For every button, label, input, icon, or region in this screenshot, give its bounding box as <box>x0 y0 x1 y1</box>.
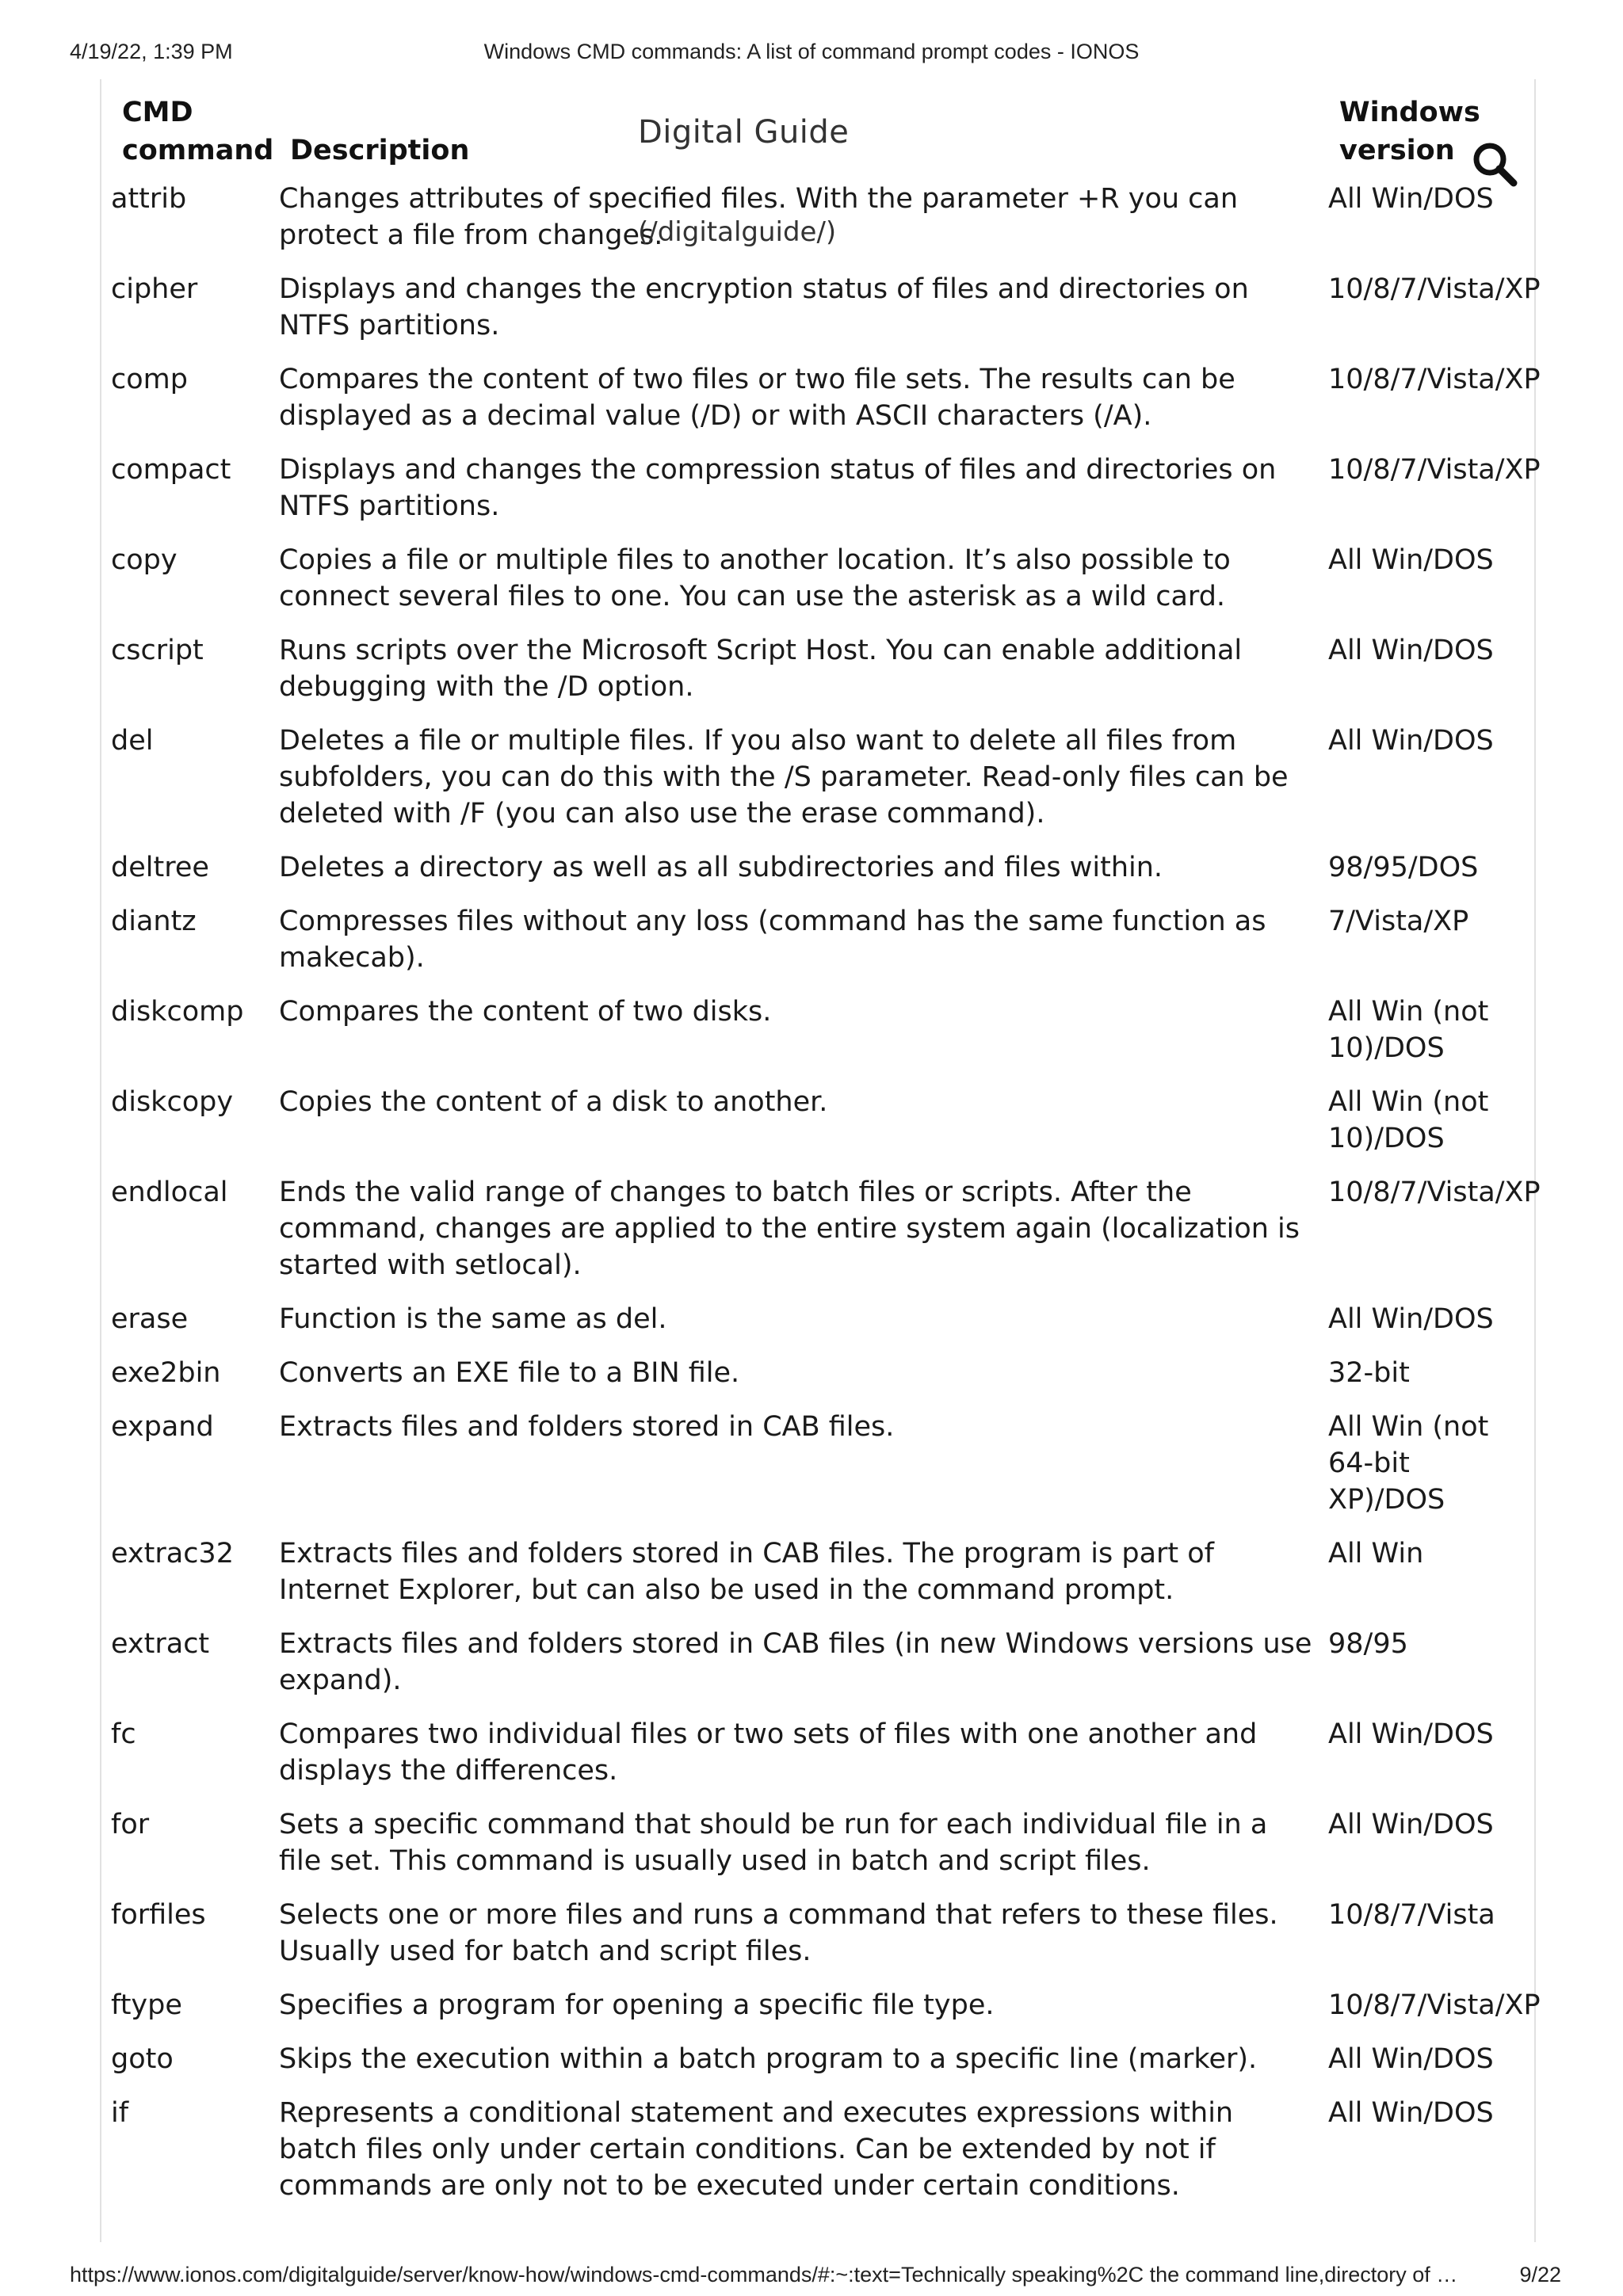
description-cell: Extracts files and folders stored in CAB files. The program is part of Internet Explorer, but can also be used in the command prompt. <box>279 1538 1214 1606</box>
version-cell: 98/95/DOS <box>1328 852 1479 883</box>
description-cell: Deletes a file or multiple files. If you also want to delete all files from subfolders, you can do this with the /S parameter. Read-only files can be deleted with /F (you can also use the erase command). <box>279 725 1289 830</box>
header-description: Description <box>290 135 470 166</box>
version-cell: All Win/DOS <box>1328 1718 1494 1750</box>
version-cell: All Win (not 64-bit XP)/DOS <box>1328 1411 1489 1516</box>
table-row <box>101 1409 1533 1535</box>
commands-table <box>101 93 1541 2222</box>
version-cell: All Win/DOS <box>1328 544 1494 576</box>
command-cell: del <box>111 725 154 757</box>
description-cell: Specifies a program for opening a specific file type. <box>279 1989 995 2021</box>
table-row <box>101 1301 1533 1355</box>
table-row <box>101 452 1533 542</box>
description-cell: Ends the valid range of changes to batch files or scripts. After the command, changes are applied to the entire system again (localization is started with setlocal). <box>279 1177 1300 1281</box>
command-cell: exe2bin <box>111 1357 221 1389</box>
version-cell: All Win/DOS <box>1328 635 1494 666</box>
command-cell: cscript <box>111 635 204 666</box>
command-cell: if <box>111 2097 129 2129</box>
description-cell: Skips the execution within a batch program to a specific line (marker). <box>279 2043 1258 2075</box>
command-cell: extrac32 <box>111 1538 234 1569</box>
command-cell: diantz <box>111 906 197 937</box>
table-row <box>101 994 1533 1084</box>
print-header <box>0 40 1623 68</box>
version-cell: All Win/DOS <box>1328 1303 1494 1335</box>
description-cell: Compresses files without any loss (command has the same function as makecab). <box>279 906 1266 974</box>
commands-table-body <box>101 181 1541 2222</box>
command-cell: diskcomp <box>111 996 244 1028</box>
version-cell: 7/Vista/XP <box>1328 906 1469 937</box>
table-row <box>101 2095 1533 2222</box>
command-cell: compact <box>111 454 231 486</box>
print-page-title: Windows CMD commands: A list of command prompt codes - IONOS <box>483 40 1140 63</box>
print-page-number: 9/22 <box>1519 2263 1561 2286</box>
version-cell: All Win <box>1328 1538 1424 1569</box>
description-cell: Copies the content of a disk to another. <box>279 1086 828 1118</box>
command-cell: deltree <box>111 852 209 883</box>
command-cell: attrib <box>111 183 187 215</box>
description-cell: Compares the content of two disks. <box>279 996 772 1028</box>
header-command-line-1: CMD <box>122 97 193 128</box>
table-row <box>101 542 1533 632</box>
version-cell: 10/8/7/Vista/XP <box>1328 273 1541 305</box>
table-row <box>101 1355 1533 1409</box>
table-row <box>101 1626 1533 1716</box>
description-cell: Extracts files and folders stored in CAB files. <box>279 1411 895 1443</box>
description-cell: Copies a file or multiple files to another location. It’s also possible to connect several files to one. You can use the asterisk as a wild card. <box>279 544 1231 612</box>
command-cell: for <box>111 1809 150 1840</box>
site-home-link[interactable]: (/digitalguide/) <box>638 216 837 248</box>
table-row <box>101 723 1533 849</box>
table-row <box>101 903 1533 994</box>
command-cell: expand <box>111 1411 214 1443</box>
table-row <box>101 1535 1533 1626</box>
header-version-line-1: Windows <box>1339 97 1480 128</box>
table-row <box>101 849 1533 903</box>
table-row <box>101 271 1533 361</box>
command-cell: comp <box>111 364 188 395</box>
version-cell: 10/8/7/Vista/XP <box>1328 364 1541 395</box>
print-date: 4/19/22, 1:39 PM <box>70 40 233 63</box>
header-version-line-2: version <box>1339 135 1455 166</box>
table-row <box>101 361 1533 452</box>
description-cell: Compares the content of two files or two file sets. The results can be displayed as a decimal value (/D) or with ASCII characters (/A). <box>279 364 1235 432</box>
command-cell: erase <box>111 1303 189 1335</box>
version-cell: All Win/DOS <box>1328 725 1494 757</box>
description-cell: Runs scripts over the Microsoft Script Host. You can enable additional debugging with the /D option. <box>279 635 1243 703</box>
version-cell: All Win/DOS <box>1328 2097 1494 2129</box>
table-row <box>101 1987 1533 2041</box>
version-cell: 98/95 <box>1328 1628 1408 1660</box>
description-cell: Represents a conditional statement and executes expressions within batch files only under certain conditions. Can be extended by not if commands are only not to be executed under certain conditions. <box>279 2097 1234 2202</box>
version-cell: 10/8/7/Vista/XP <box>1328 1989 1541 2021</box>
site-title-link[interactable]: Digital Guide <box>638 114 850 151</box>
command-cell: diskcopy <box>111 1086 234 1118</box>
table-row <box>101 1897 1533 1987</box>
header-command <box>101 93 279 181</box>
version-cell: All Win (not 10)/DOS <box>1328 996 1489 1064</box>
table-row <box>101 1716 1533 1806</box>
version-cell: 32-bit <box>1328 1357 1410 1389</box>
version-cell: 10/8/7/Vista <box>1328 1899 1495 1931</box>
command-cell: ftype <box>111 1989 182 2021</box>
version-cell: All Win/DOS <box>1328 1809 1494 1840</box>
command-cell: copy <box>111 544 178 576</box>
command-cell: goto <box>111 2043 174 2075</box>
description-cell: Function is the same as del. <box>279 1303 667 1335</box>
table-row <box>101 632 1533 723</box>
description-cell: Compares two individual files or two sets of files with one another and displays the differences. <box>279 1718 1258 1787</box>
header-command-line-2: command <box>122 135 274 166</box>
version-cell: All Win (not 10)/DOS <box>1328 1086 1489 1154</box>
command-cell: fc <box>111 1718 136 1750</box>
command-cell: forfiles <box>111 1899 206 1931</box>
command-cell: endlocal <box>111 1177 228 1208</box>
description-cell: Changes attributes of specified files. With the parameter +R you can protect a file from changes. <box>279 183 1239 251</box>
command-cell: cipher <box>111 273 198 305</box>
version-cell: 10/8/7/Vista/XP <box>1328 1177 1541 1208</box>
description-cell: Sets a specific command that should be run for each individual file in a file set. This command is usually used in batch and script files. <box>279 1809 1268 1877</box>
print-footer <box>0 2263 1623 2291</box>
description-cell: Selects one or more files and runs a command that refers to these files. Usually used for batch and script files. <box>279 1899 1278 1967</box>
description-cell: Extracts files and folders stored in CAB files (in new Windows versions use expand). <box>279 1628 1312 1696</box>
table-row <box>101 2041 1533 2095</box>
command-cell: extract <box>111 1628 210 1660</box>
table-row <box>101 1084 1533 1174</box>
table-row <box>101 1174 1533 1301</box>
print-url: https://www.ionos.com/digitalguide/server/know-how/windows-cmd-commands/#:~:text=Technically speaking%2C the command line,directory of … <box>70 2263 1458 2286</box>
version-cell: 10/8/7/Vista/XP <box>1328 454 1541 486</box>
description-cell: Deletes a directory as well as all subdirectories and files within. <box>279 852 1163 883</box>
search-icon <box>1470 139 1519 189</box>
description-cell: Displays and changes the compression status of files and directories on NTFS partitions. <box>279 454 1277 522</box>
version-cell: All Win/DOS <box>1328 2043 1494 2075</box>
table-row <box>101 1806 1533 1897</box>
description-cell: Displays and changes the encryption status of files and directories on NTFS partitions. <box>279 273 1249 341</box>
description-cell: Converts an EXE file to a BIN file. <box>279 1357 740 1389</box>
version-cell: All Win/DOS <box>1328 183 1494 215</box>
search-button[interactable] <box>1470 139 1519 189</box>
